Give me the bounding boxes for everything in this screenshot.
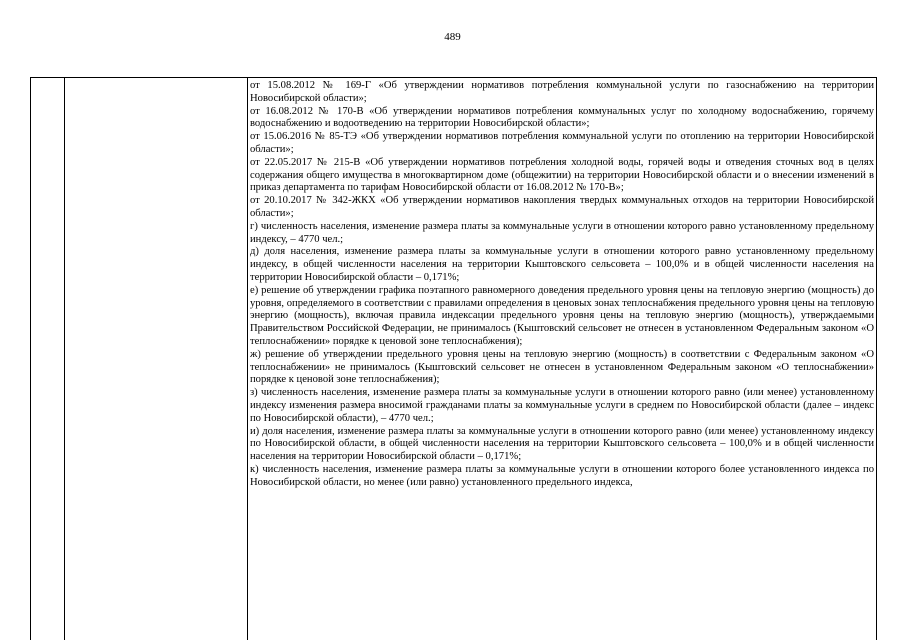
page-number: 489: [444, 31, 461, 43]
paragraph: от 15.06.2016 № 85-ТЭ «Об утверждении нормативов потребления коммунальной услуги по отоплению на территории Новосибирской области»;: [250, 131, 874, 155]
paragraph: е) решение об утверждении графика поэтапного равномерного доведения предельного уровня цены на тепловую энергию (мощность) до уровня, определяемого в соответствии с правилами определения в ценовых зонах теплоснабжения предельного уровня цены на тепловую энергию (мощность), включая правила индексации предельного уровня цены на тепловую энергию (мощность), утверждаемыми Правительством Российской Федерации, не принималось (Кыштовский сельсовет не отнесен в установленном Федеральным законом «О теплоснабжении» порядке к ценовой зоне теплоснабжения);: [250, 284, 874, 347]
paragraph: д) доля населения, изменение размера платы за коммунальные услуги в отношении которого равно установленному предельному индексу, в общей численности населения на территории Кыштовского сельсовета – 100,0% и в общей численности населения на территории Новосибирской области – 0,171%;: [250, 246, 874, 283]
paragraph: з) численность населения, изменение размера платы за коммунальные услуги в отношении которого равно (или менее) установленному индексу изменения размера вносимой гражданами платы за коммунальные услуги в среднем по Новосибирской области (далее – индекс по Новосибирской области), – 4770 чел.;: [250, 387, 874, 424]
paragraph: ж) решение об утверждении предельного уровня цены на тепловую энергию (мощность) в соответствии с Федеральным законом «О теплоснабжении» не принималось (Кыштовский сельсовет не отнесен в установленном Федеральным законом «О теплоснабжении» порядке к ценовой зоне теплоснабжения);: [250, 348, 874, 386]
paragraph: от 22.05.2017 № 215-В «Об утверждении нормативов потребления холодной воды, горячей воды и отведения сточных вод в целях содержания общего имущества в многоквартирном доме (общежитии) на территории Новосибирской области и о внесении изменений в приказ департамента по тарифам Новосибирской области от 16.08.2012 № 170-В»;: [250, 156, 874, 194]
paragraph: от 20.10.2017 № 342-ЖКХ «Об утверждении нормативов накопления твердых коммунальных отходов на территории Новосибирской области»;: [250, 195, 874, 219]
paragraph: г) численность населения, изменение размера платы за коммунальные услуги в отношении которого равно установленному предельному индексу, – 4770 чел.;: [250, 220, 874, 245]
paragraph: от 16.08.2012 № 170-В «Об утверждении нормативов потребления коммунальных услуг по холодному водоснабжению, горячему водоснабжению и водоотведению на территории Новосибирской области»;: [250, 105, 874, 130]
paragraph: и) доля населения, изменение размера платы за коммунальные услуги в отношении которого равно (или менее) установленному индексу по Новосибирской области, в общей численности населения на территории Кыштовского сельсовета – 100,0% и в общей численности населения на территории Новосибирской области – 0,171%;: [250, 425, 874, 463]
table-cell-text: [250, 80, 874, 490]
paragraph: к) численность населения, изменение размера платы за коммунальные услуги в отношении которого более установленного индекса по Новосибирской области, но менее (или равно) установленного предельного индекса,: [250, 463, 874, 488]
column-divider-2: [247, 78, 248, 640]
paragraph: от 15.08.2012 № 169-Г «Об утверждении нормативов потребления коммунальной услуги по газоснабжению на территории Новосибирской области»;: [250, 80, 874, 104]
column-divider-1: [64, 78, 65, 640]
